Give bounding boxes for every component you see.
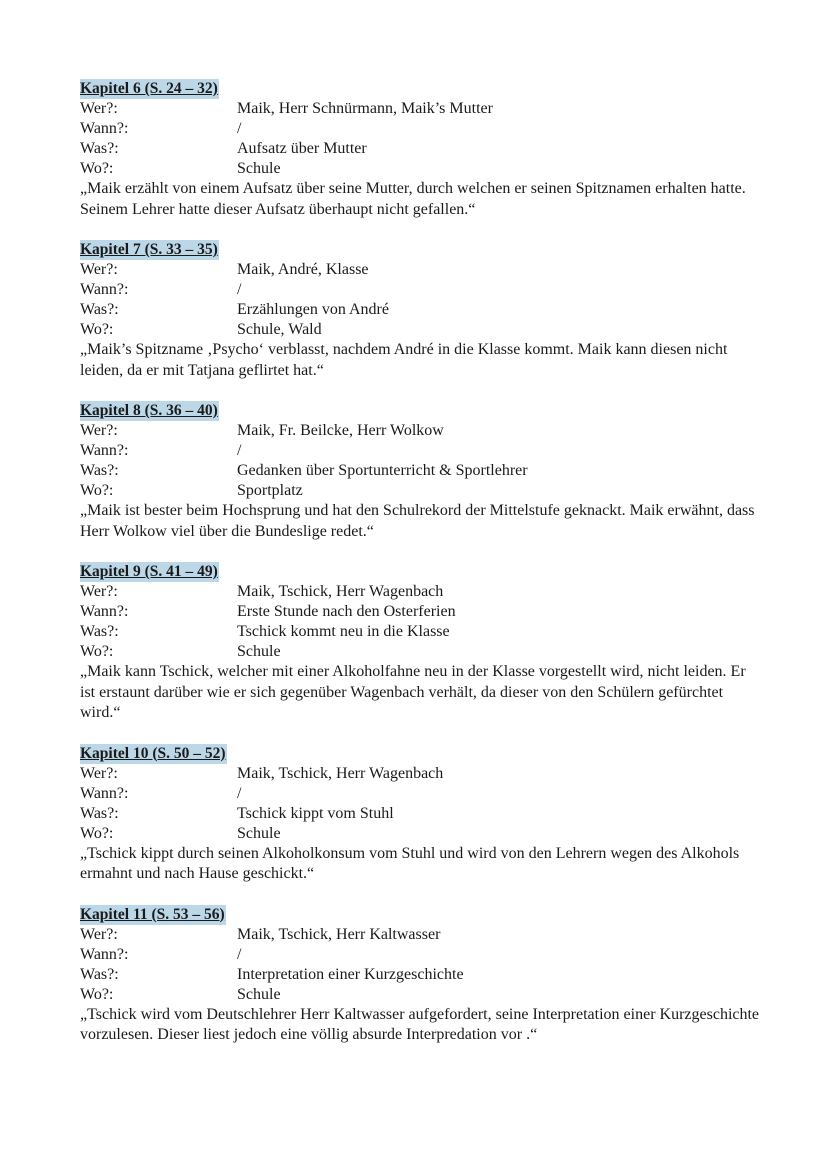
field-row-wo	[80, 159, 760, 179]
field-value: /	[237, 945, 242, 963]
field-row-wann	[80, 602, 760, 622]
field-row-was	[80, 965, 760, 985]
field-label: Wann?:	[80, 281, 129, 298]
field-value: Maik, André, Klasse	[237, 261, 369, 278]
chapter-heading: Kapitel 8 (S. 36 – 40)	[80, 402, 218, 419]
chapter-section	[80, 79, 760, 220]
field-label: Wann?:	[80, 442, 129, 459]
chapter-heading: Kapitel 9 (S. 41 – 49)	[80, 563, 218, 580]
field-label: Wann?:	[80, 603, 129, 620]
field-row-wer	[80, 925, 760, 945]
chapter-summary: „Maik erzählt von einem Aufsatz über seine Mutter, durch welchen er seinen Spitznamen erhalten hatte. Seinem Lehrer hatte dieser Aufsatz überhaupt nicht gefallen.“	[80, 180, 746, 218]
field-row-wann	[80, 119, 760, 139]
chapter-section	[80, 401, 760, 542]
field-label: Was?:	[80, 623, 119, 640]
chapter-heading: Kapitel 11 (S. 53 – 56)	[80, 905, 225, 923]
field-value: Maik, Tschick, Herr Wagenbach	[237, 583, 444, 600]
chapter-heading: Kapitel 10 (S. 50 – 52)	[80, 744, 226, 762]
field-value: Schule	[237, 643, 281, 660]
field-row-wo	[80, 642, 760, 662]
chapter-summary: „Maik kann Tschick, welcher mit einer Alkoholfahne neu in der Klasse vorgestellt wird, nicht leiden. Er ist erstaunt darüber wie er sich gegenüber Wagenbach verhält, da dieser von den Schülern gefürchtet wird.“	[80, 663, 746, 721]
field-value: Erzählungen von André	[237, 301, 389, 318]
field-label: Wer?:	[80, 583, 118, 600]
field-label: Wer?:	[80, 925, 118, 943]
chapter-summary: „Tschick wird vom Deutschlehrer Herr Kaltwasser aufgefordert, seine Interpretation einer Kurzgeschichte vorzulesen. Dieser liest jedoch eine völlig absurde Interpredation vor .“	[80, 1005, 760, 1043]
field-row-wer	[80, 582, 760, 602]
field-row-wann	[80, 280, 760, 300]
field-row-was	[80, 300, 760, 320]
field-value: Tschick kippt vom Stuhl	[237, 804, 394, 822]
field-label: Was?:	[80, 301, 119, 318]
field-label: Wer?:	[80, 764, 118, 782]
field-row-wo	[80, 320, 760, 340]
chapter-section	[80, 744, 760, 885]
field-label: Was?:	[80, 965, 119, 983]
field-value: Maik, Fr. Beilcke, Herr Wolkow	[237, 422, 444, 439]
field-value: Sportplatz	[237, 482, 303, 499]
document-page	[80, 79, 760, 1046]
chapter-summary: „Maik’s Spitzname ‚Psycho‘ verblasst, nachdem André in die Klasse kommt. Maik kann diesen nicht leiden, da er mit Tatjana geflirtet hat.“	[80, 341, 728, 379]
field-row-wer	[80, 99, 760, 119]
field-row-wer	[80, 764, 760, 784]
chapter-section	[80, 240, 760, 381]
field-value: Aufsatz über Mutter	[237, 140, 367, 157]
chapter-section	[80, 905, 760, 1046]
chapter-heading: Kapitel 6 (S. 24 – 32)	[80, 80, 218, 97]
field-value: Schule, Wald	[237, 321, 322, 338]
field-value: Tschick kommt neu in die Klasse	[237, 623, 450, 640]
field-row-wann	[80, 441, 760, 461]
field-label: Wo?:	[80, 160, 114, 177]
field-row-wer	[80, 421, 760, 441]
field-label: Wer?:	[80, 261, 118, 278]
field-value: Schule	[237, 824, 281, 842]
field-label: Wann?:	[80, 120, 129, 137]
field-label: Was?:	[80, 804, 119, 822]
field-label: Wo?:	[80, 985, 114, 1003]
field-row-was	[80, 139, 760, 159]
field-value: Erste Stunde nach den Osterferien	[237, 603, 456, 620]
field-row-was	[80, 622, 760, 642]
field-label: Wo?:	[80, 824, 114, 842]
field-label: Was?:	[80, 462, 119, 479]
field-label: Wo?:	[80, 321, 114, 338]
field-row-was	[80, 461, 760, 481]
field-row-wann	[80, 784, 760, 804]
field-value: /	[237, 281, 242, 298]
field-row-wo	[80, 824, 760, 844]
field-value: Gedanken über Sportunterricht & Sportlehrer	[237, 462, 528, 479]
field-value: Maik, Tschick, Herr Wagenbach	[237, 764, 444, 782]
field-value: Maik, Tschick, Herr Kaltwasser	[237, 925, 441, 943]
field-value: Interpretation einer Kurzgeschichte	[237, 965, 464, 983]
field-label: Was?:	[80, 140, 119, 157]
field-value: /	[237, 442, 242, 459]
field-value: Schule	[237, 160, 281, 177]
field-row-was	[80, 804, 760, 824]
field-value: /	[237, 784, 242, 802]
field-label: Wann?:	[80, 945, 129, 963]
field-value: Schule	[237, 985, 281, 1003]
chapter-summary: „Tschick kippt durch seinen Alkoholkonsum vom Stuhl und wird von den Lehrern wegen des Alkohols ermahnt und nach Hause geschickt.“	[80, 844, 740, 882]
chapter-section	[80, 562, 760, 724]
field-label: Wo?:	[80, 482, 114, 499]
field-value: /	[237, 120, 242, 137]
field-row-wo	[80, 985, 760, 1005]
field-label: Wer?:	[80, 100, 118, 117]
field-label: Wo?:	[80, 643, 114, 660]
field-label: Wer?:	[80, 422, 118, 439]
chapter-summary: „Maik ist bester beim Hochsprung und hat den Schulrekord der Mittelstufe geknackt. Maik erwähnt, dass Herr Wolkow viel über die Bundeslige redet.“	[80, 502, 755, 540]
chapter-heading: Kapitel 7 (S. 33 – 35)	[80, 241, 218, 258]
field-row-wer	[80, 260, 760, 280]
field-label: Wann?:	[80, 784, 129, 802]
field-value: Maik, Herr Schnürmann, Maik’s Mutter	[237, 100, 493, 117]
field-row-wo	[80, 481, 760, 501]
field-row-wann	[80, 945, 760, 965]
